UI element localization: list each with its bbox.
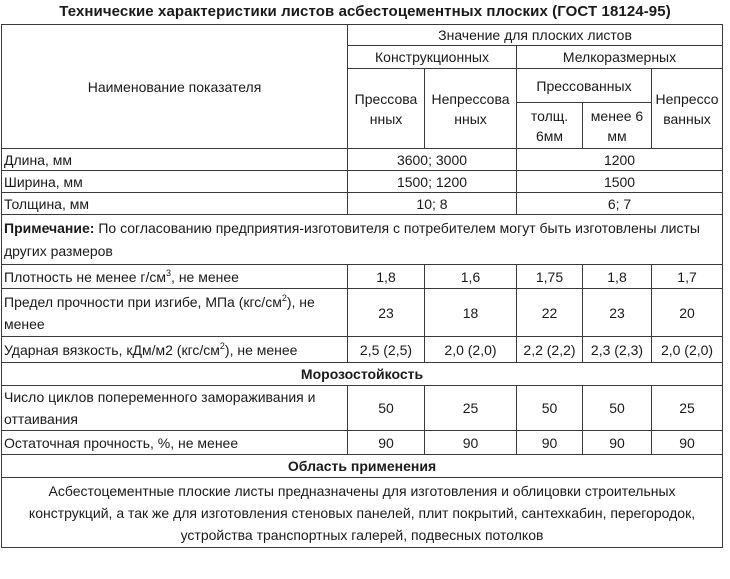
label-text: Ударная вязкость, кДм/м2 (кгс/см: [4, 341, 220, 358]
value-structural: 10; 8: [348, 193, 517, 215]
table-row-residual: [2, 431, 723, 455]
header-row-1: [2, 25, 723, 46]
value-cell: 1,8: [583, 265, 652, 289]
value-cell: 1,75: [517, 265, 583, 289]
header-group-structural: Конструкционных: [348, 46, 517, 69]
table-row-thickness: [2, 193, 723, 215]
value-cell: 50: [583, 386, 652, 431]
value-small: 6; 7: [517, 193, 723, 215]
header-small-nonpressed-line1: Непрессо: [655, 90, 719, 107]
value-cell: 20: [652, 289, 723, 337]
frost-section-heading: Морозостойкость: [2, 363, 723, 386]
value-cell: 2,3 (2,3): [583, 337, 652, 363]
table-row-application: [2, 478, 723, 548]
row-label: Остаточная прочность, %, не менее: [2, 431, 348, 455]
value-cell: 50: [517, 386, 583, 431]
header-less6: [583, 103, 652, 149]
label-text: , не менее: [171, 268, 239, 285]
value-cell: 2,0 (2,0): [425, 337, 517, 363]
value-cell: 90: [652, 431, 723, 455]
table-row-cycles: [2, 386, 723, 431]
value-cell: 90: [348, 431, 425, 455]
header-pressed-line2: нных: [369, 110, 403, 127]
value-cell: 2,0 (2,0): [652, 337, 723, 363]
table-row-length: [2, 149, 723, 171]
label-text: ), не менее: [224, 341, 298, 358]
value-cell: 50: [348, 386, 425, 431]
value-cell: 2,5 (2,5): [348, 337, 425, 363]
header-thick6: [517, 103, 583, 149]
header-pressed: [348, 69, 425, 149]
value-cell: 25: [652, 386, 723, 431]
row-label: Толщина, мм: [2, 193, 348, 215]
label-sup: 2: [281, 292, 287, 303]
value-cell: 1,7: [652, 265, 723, 289]
row-label: Длина, мм: [2, 149, 348, 171]
header-thick6-line2: 6мм: [535, 127, 564, 144]
value-small: 1500: [517, 171, 723, 193]
header-thick6-line1: толщ.: [530, 107, 569, 124]
value-cell: 25: [425, 386, 517, 431]
row-label: [2, 265, 348, 289]
header-nonpressed: [425, 69, 517, 149]
table-row-bending: [2, 289, 723, 337]
label-sup: 3: [166, 267, 172, 278]
header-less6-line2: мм: [607, 127, 627, 144]
application-text: Асбестоцементные плоские листы предназначены для изготовления и облицовки строительных конструкций, а так же для изготовления стеновых панелей, плит покрытий, сантехкабин, перегородок, устройства транспортных галерей, подвесных потолков: [2, 478, 723, 548]
label-text: Плотность не менее г/см: [4, 268, 167, 285]
row-label: [2, 289, 348, 337]
header-pressed-line1: Прессова: [354, 90, 418, 107]
table-row-density: [2, 265, 723, 289]
page-title: Технические характеристики листов асбестоцементных плоских (ГОСТ 18124-95): [59, 3, 671, 20]
value-cell: 22: [517, 289, 583, 337]
row-label: Ширина, мм: [2, 171, 348, 193]
label-sup: 2: [219, 340, 225, 351]
value-cell: 90: [583, 431, 652, 455]
table-row-impact: [2, 337, 723, 363]
value-cell: 18: [425, 289, 517, 337]
header-nonpressed-line2: нных: [454, 110, 487, 127]
spec-table: [1, 24, 723, 548]
label-text: ), не менее: [4, 293, 315, 332]
value-small: 1200: [517, 149, 723, 171]
row-label: Число циклов попеременного замораживания и оттаивания: [2, 386, 348, 431]
note-text: По согласованию предприятия-изготовителя с потребителем могут быть изготовлены листы других размеров: [4, 219, 700, 259]
value-cell: 1,8: [348, 265, 425, 289]
value-cell: 1,6: [425, 265, 517, 289]
value-cell: 90: [425, 431, 517, 455]
value-cell: 23: [583, 289, 652, 337]
application-section-heading: Область применения: [2, 455, 723, 478]
header-small-nonpressed: [652, 69, 723, 149]
note-cell: [2, 215, 723, 265]
value-cell: 23: [348, 289, 425, 337]
header-less6-line1: менее 6: [590, 107, 644, 124]
header-name-col: Наименование показателя: [2, 25, 348, 149]
header-small-nonpressed-line2: ванных: [663, 110, 711, 127]
table-row-note: [2, 215, 723, 265]
row-label: [2, 337, 348, 363]
header-small-pressed: Прессованных: [517, 69, 652, 103]
value-cell: 2,2 (2,2): [517, 337, 583, 363]
table-row-width: [2, 171, 723, 193]
header-group-small: Мелкоразмерных: [517, 46, 723, 69]
table-row-frost-section: [2, 363, 723, 386]
value-cell: 90: [517, 431, 583, 455]
note-prefix: Примечание:: [4, 219, 95, 236]
header-value-group: Значение для плоских листов: [348, 25, 723, 46]
value-structural: 3600; 3000: [348, 149, 517, 171]
label-text: Предел прочности при изгибе, МПа (кгс/см: [4, 293, 282, 310]
table-row-application-section: [2, 455, 723, 478]
value-structural: 1500; 1200: [348, 171, 517, 193]
header-nonpressed-line1: Непрессова: [431, 90, 510, 107]
